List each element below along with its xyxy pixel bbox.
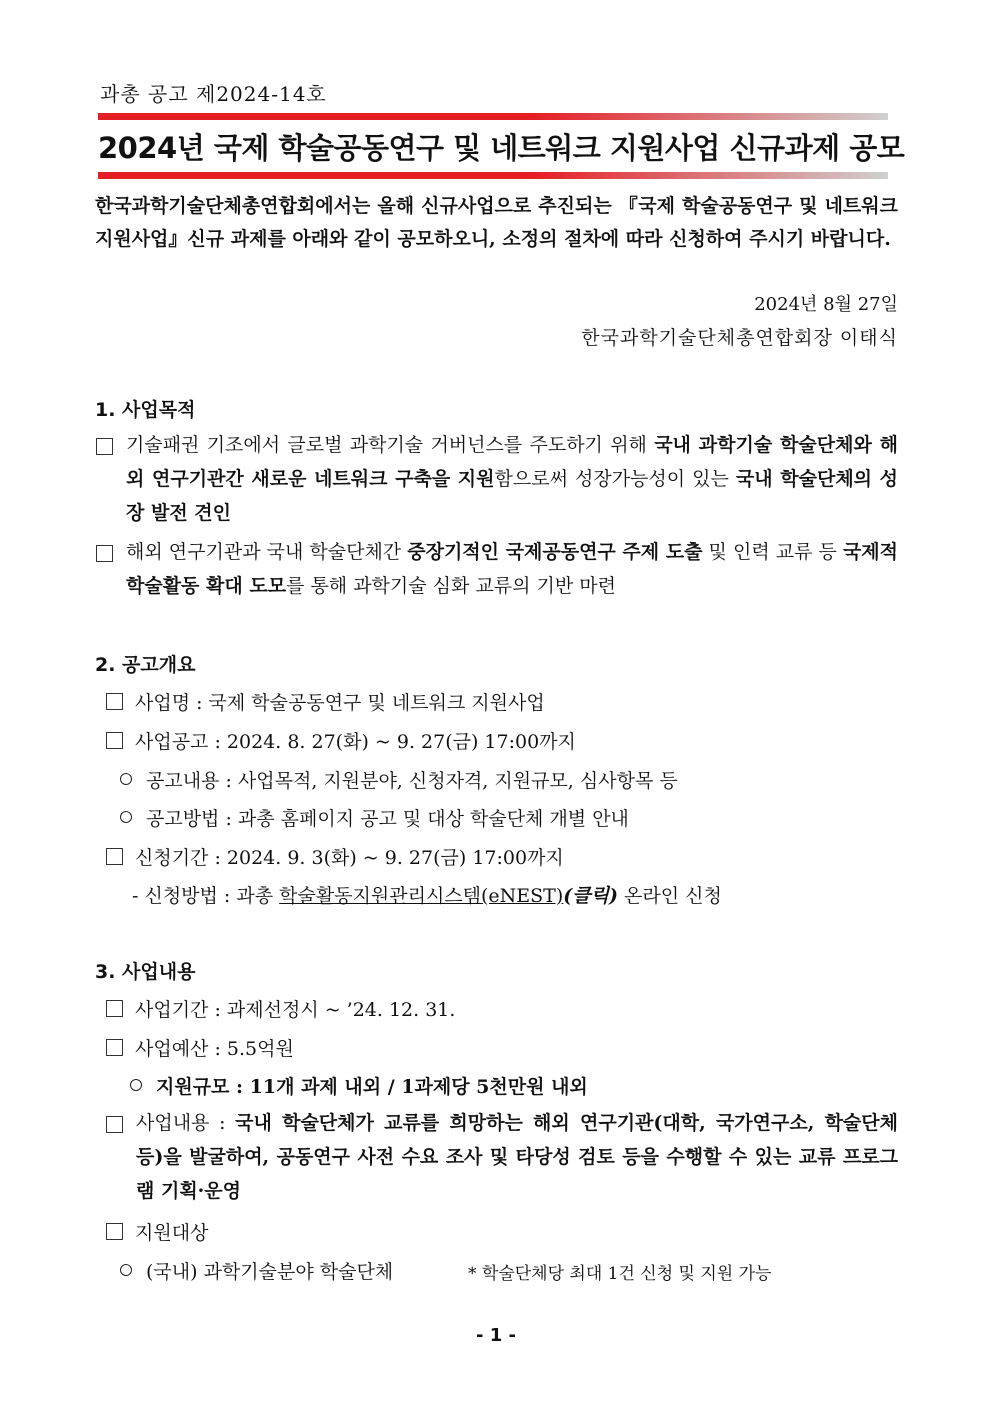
purpose-item-2: 해외 연구기관과 국내 학술단체간 중장기적인 국제공동연구 주제 도출 및 인력 교류 등 국제적 학술활동 확대 도모를 통해 과학기술 심화 교류의 기반 마련 — [126, 541, 899, 597]
notice-name: 사업명 : 국제 학술공동연구 및 네트워크 지원사업 — [106, 688, 545, 715]
bullet-icon — [120, 811, 132, 823]
support-target-note: * 학술단체당 최대 1건 신청 및 지원 가능 — [468, 1264, 772, 1284]
apply-method: - 신청방법 : 과총 학술활동지원관리시스템(eNEST)(클릭) 온라인 신청 — [132, 885, 722, 907]
support-target: 지원대상 — [106, 1218, 208, 1245]
click-link[interactable]: (클릭) — [563, 885, 618, 907]
intro-paragraph: 한국과학기술단체총연합회에서는 올해 신규사업으로 추진되는 『국제 학술공동연구 및 네트워크 지원사업』신규 과제를 아래와 같이 공모하오니, 소정의 절차에 따라 신청하여 주시기 바랍니다. — [95, 195, 898, 250]
page-number: - 1 - — [476, 1325, 516, 1346]
checkbox-icon — [106, 1039, 123, 1056]
checkbox-icon — [96, 545, 113, 562]
apply-period: 신청기간 : 2024. 9. 3(화) ~ 9. 27(금) 17:00까지 — [106, 843, 564, 870]
checkbox-icon — [106, 693, 123, 710]
title-top-bar — [98, 113, 888, 120]
section-1-heading: 1. 사업목적 — [95, 399, 196, 421]
bullet-icon — [120, 773, 132, 785]
project-content: 사업내용 : 국내 학술단체가 교류를 희망하는 해외 연구기관(대학, 국가연구소, 학술단체 등)을 발굴하여, 공동연구 사전 수요 조사 및 타당성 검토 등을 수행할 수 있는 교류 프로그램 기획·운영 — [136, 1112, 898, 1202]
bullet-icon — [130, 1079, 142, 1091]
checkbox-icon — [96, 438, 113, 455]
section-3-heading: 3. 사업내용 — [95, 961, 196, 983]
checkbox-icon — [106, 1116, 123, 1133]
title-bottom-bar — [98, 172, 888, 179]
signer: 한국과학기술단체총연합회장 이태식 — [581, 327, 898, 349]
notice-content: 공고내용 : 사업목적, 지원분야, 신청자격, 지원규모, 심사항목 등 — [120, 766, 678, 793]
support-target-item: (국내) 과학기술분야 학술단체 — [120, 1257, 393, 1284]
page-title: 2024년 국제 학술공동연구 및 네트워크 지원사업 신규과제 공모 — [98, 131, 905, 165]
notice-period: 사업공고 : 2024. 8. 27(화) ~ 9. 27(금) 17:00까지 — [106, 727, 576, 754]
support-scale: 지원규모 : 11개 과제 내외 / 1과제당 5천만원 내외 — [130, 1072, 588, 1099]
checkbox-icon — [106, 732, 123, 749]
project-period: 사업기간 : 과제선정시 ~ ’24. 12. 31. — [106, 995, 455, 1022]
checkbox-icon — [106, 1000, 123, 1017]
checkbox-icon — [106, 848, 123, 865]
section-2-heading: 2. 공고개요 — [95, 654, 196, 676]
bullet-icon — [120, 1264, 132, 1276]
notice-date: 2024년 8월 27일 — [754, 294, 898, 315]
project-budget: 사업예산 : 5.5억원 — [106, 1034, 294, 1061]
notice-method: 공고방법 : 과총 홈페이지 공고 및 대상 학술단체 개별 안내 — [120, 804, 629, 831]
enest-link[interactable]: 학술활동지원관리시스템(eNEST) — [279, 885, 564, 907]
notice-number: 과총 공고 제2024-14호 — [100, 82, 327, 106]
checkbox-icon — [106, 1223, 123, 1240]
purpose-item-1: 기술패권 기조에서 글로벌 과학기술 거버넌스를 주도하기 위해 국내 과학기술 학술단체와 해외 연구기관간 새로운 네트워크 구축을 지원함으로써 성장가능성이 있는 국내 학술단체의 성장 발전 견인 — [126, 434, 899, 524]
